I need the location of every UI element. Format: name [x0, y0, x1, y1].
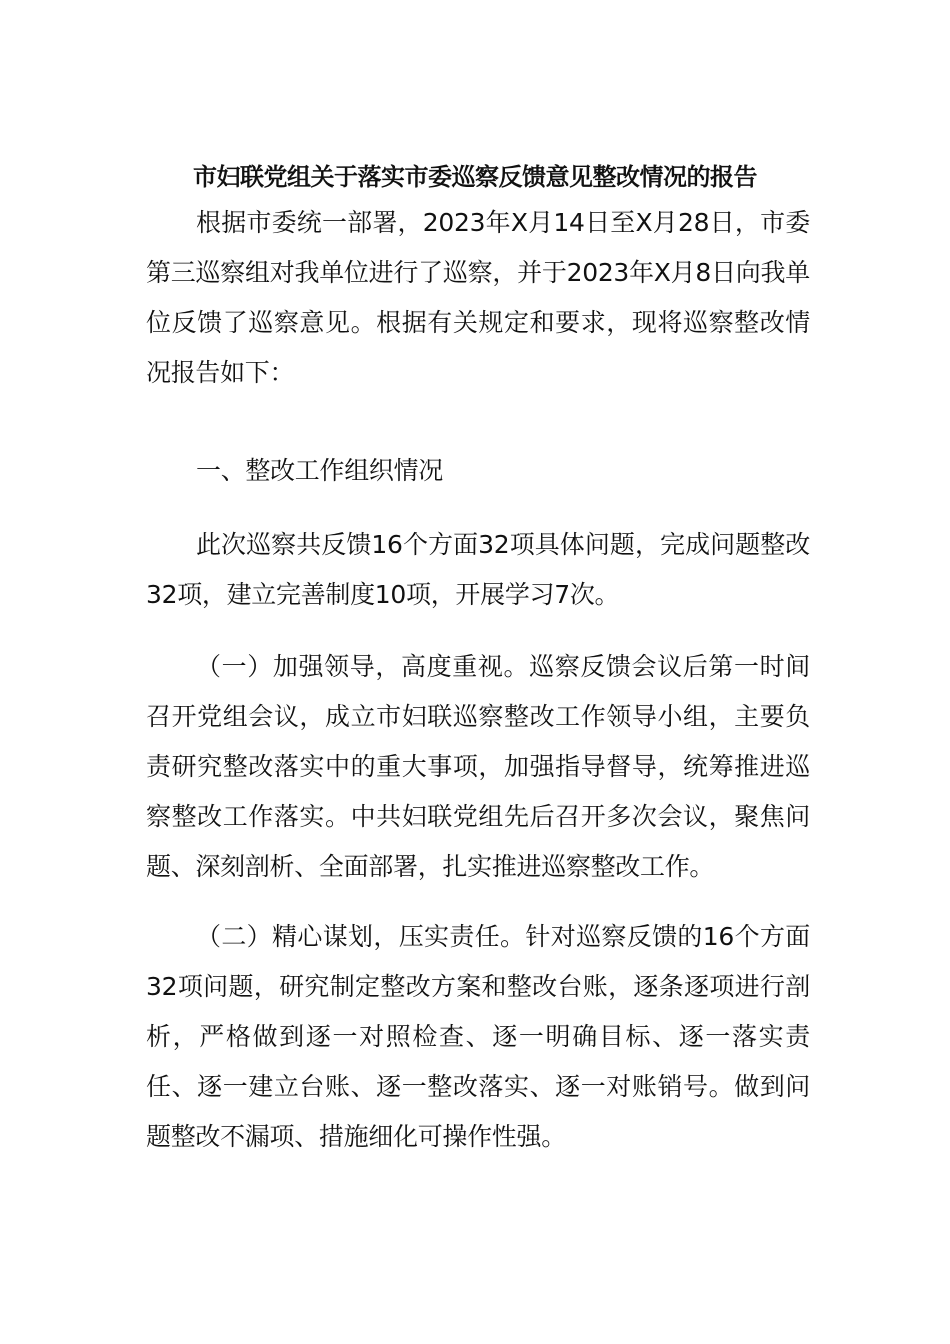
document-title: 市妇联党组关于落实市委巡察反馈意见整改情况的报告 [193, 163, 757, 191]
intro-paragraph: 根据市委统一部署，2023年X月14日至X月28日，市委第三巡察组对我单位进行了巡察，并于2023年X月8日向我单位反馈了巡察意见。根据有关规定和要求，现将巡察整改情况报告如下： [146, 208, 810, 387]
section-heading: 一、整改工作组织情况 [196, 456, 444, 485]
summary-paragraph: 此次巡察共反馈16个方面32项具体问题，完成问题整改32项，建立完善制度10项，开展学习7次。 [146, 530, 810, 609]
subsection-1-paragraph: （一）加强领导，高度重视。巡察反馈会议后第一时间召开党组会议，成立市妇联巡察整改工作领导小组，主要负责研究整改落实中的重大事项，加强指导督导，统筹推进巡察整改工作落实。中共妇联党组先后召开多次会议，聚焦问题、深刻剖析、全面部署，扎实推进巡察整改工作。 [146, 652, 810, 881]
subsection-2-paragraph: （二）精心谋划，压实责任。针对巡察反馈的16个方面32项问题，研究制定整改方案和整改台账，逐条逐项进行剖析，严格做到逐一对照检查、逐一明确目标、逐一落实责任、逐一建立台账、逐一整改落实、逐一对账销号。做到问题整改不漏项、措施细化可操作性强。 [146, 922, 810, 1151]
